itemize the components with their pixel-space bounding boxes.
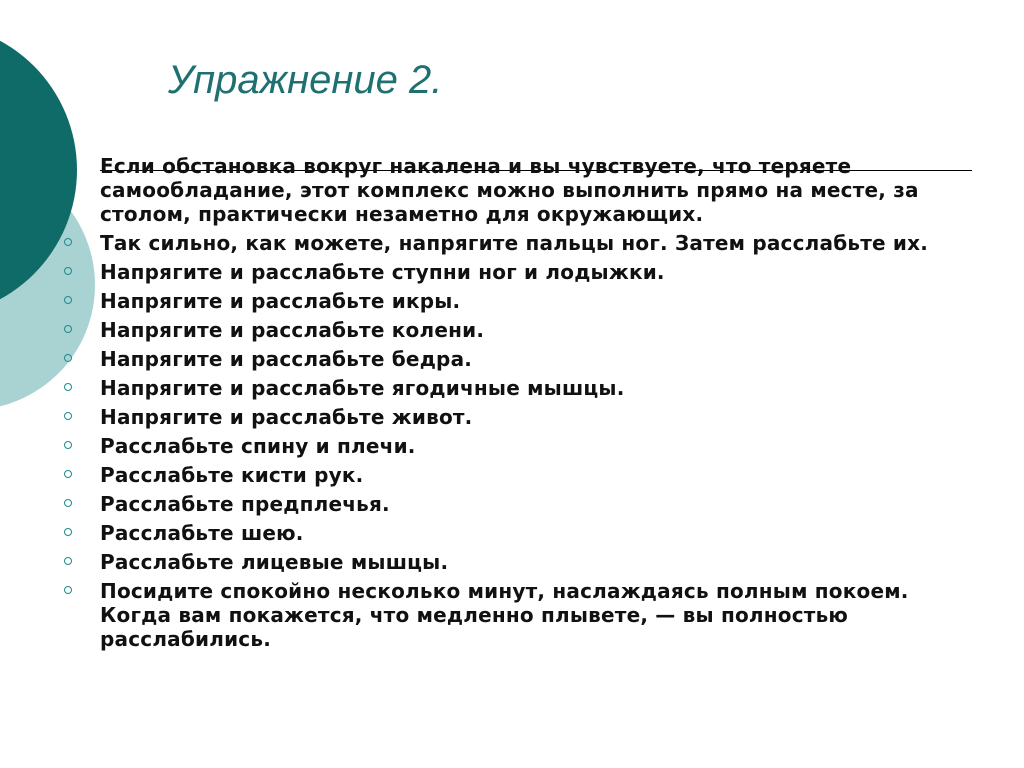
list-item-text: Посидите спокойно несколько минут, наслаждаясь полным покоем. Когда вам покажется, что медленно плывете, — вы полностью расслабились. <box>100 579 909 651</box>
list-item-text: Напрягите и расслабьте ступни ног и лодыжки. <box>100 260 665 284</box>
list-item-text: Напрягите и расслабьте икры. <box>100 289 461 313</box>
list-item-text: Напрягите и расслабьте живот. <box>100 405 473 429</box>
list-item <box>60 579 960 651</box>
list-item <box>60 492 960 516</box>
list-item-text: Напрягите и расслабьте колени. <box>100 318 485 342</box>
exercise-list <box>60 231 960 651</box>
hollow-circle-icon <box>64 383 72 391</box>
list-item-text: Расслабьте спину и плечи. <box>100 434 416 458</box>
intro-paragraph: Если обстановка вокруг накалена и вы чувствуете, что теряете самообладание, этот комплекс можно выполнить прямо на месте, за столом, практически незаметно для окружающих. <box>100 154 919 226</box>
slide-title: Упражнение 2. <box>168 58 443 102</box>
hollow-circle-icon <box>64 354 72 362</box>
hollow-circle-icon <box>64 586 72 594</box>
hollow-circle-icon <box>64 238 72 246</box>
list-item <box>60 376 960 400</box>
list-item <box>60 434 960 458</box>
list-item-text: Расслабьте предплечья. <box>100 492 390 516</box>
list-item <box>60 405 960 429</box>
list-item <box>60 550 960 574</box>
hollow-circle-icon <box>64 528 72 536</box>
list-item <box>60 231 960 255</box>
list-item <box>60 289 960 313</box>
hollow-circle-icon <box>64 470 72 478</box>
hollow-circle-icon <box>64 267 72 275</box>
list-item <box>60 521 960 545</box>
hollow-circle-icon <box>64 296 72 304</box>
list-item-text: Расслабьте кисти рук. <box>100 463 364 487</box>
hollow-circle-icon <box>64 499 72 507</box>
list-item <box>60 463 960 487</box>
list-item-text: Напрягите и расслабьте бедра. <box>100 347 473 371</box>
hollow-circle-icon <box>64 441 72 449</box>
list-item <box>60 318 960 342</box>
hollow-circle-icon <box>64 557 72 565</box>
hollow-circle-icon <box>64 412 72 420</box>
slide-body <box>60 154 960 656</box>
list-item-text: Напрягите и расслабьте ягодичные мышцы. <box>100 376 625 400</box>
list-item <box>60 347 960 371</box>
list-item-text: Расслабьте лицевые мышцы. <box>100 550 449 574</box>
list-item-text: Расслабьте шею. <box>100 521 304 545</box>
list-item <box>60 260 960 284</box>
hollow-circle-icon <box>64 325 72 333</box>
list-item-text: Так сильно, как можете, напрягите пальцы ног. Затем расслабьте их. <box>100 231 929 255</box>
